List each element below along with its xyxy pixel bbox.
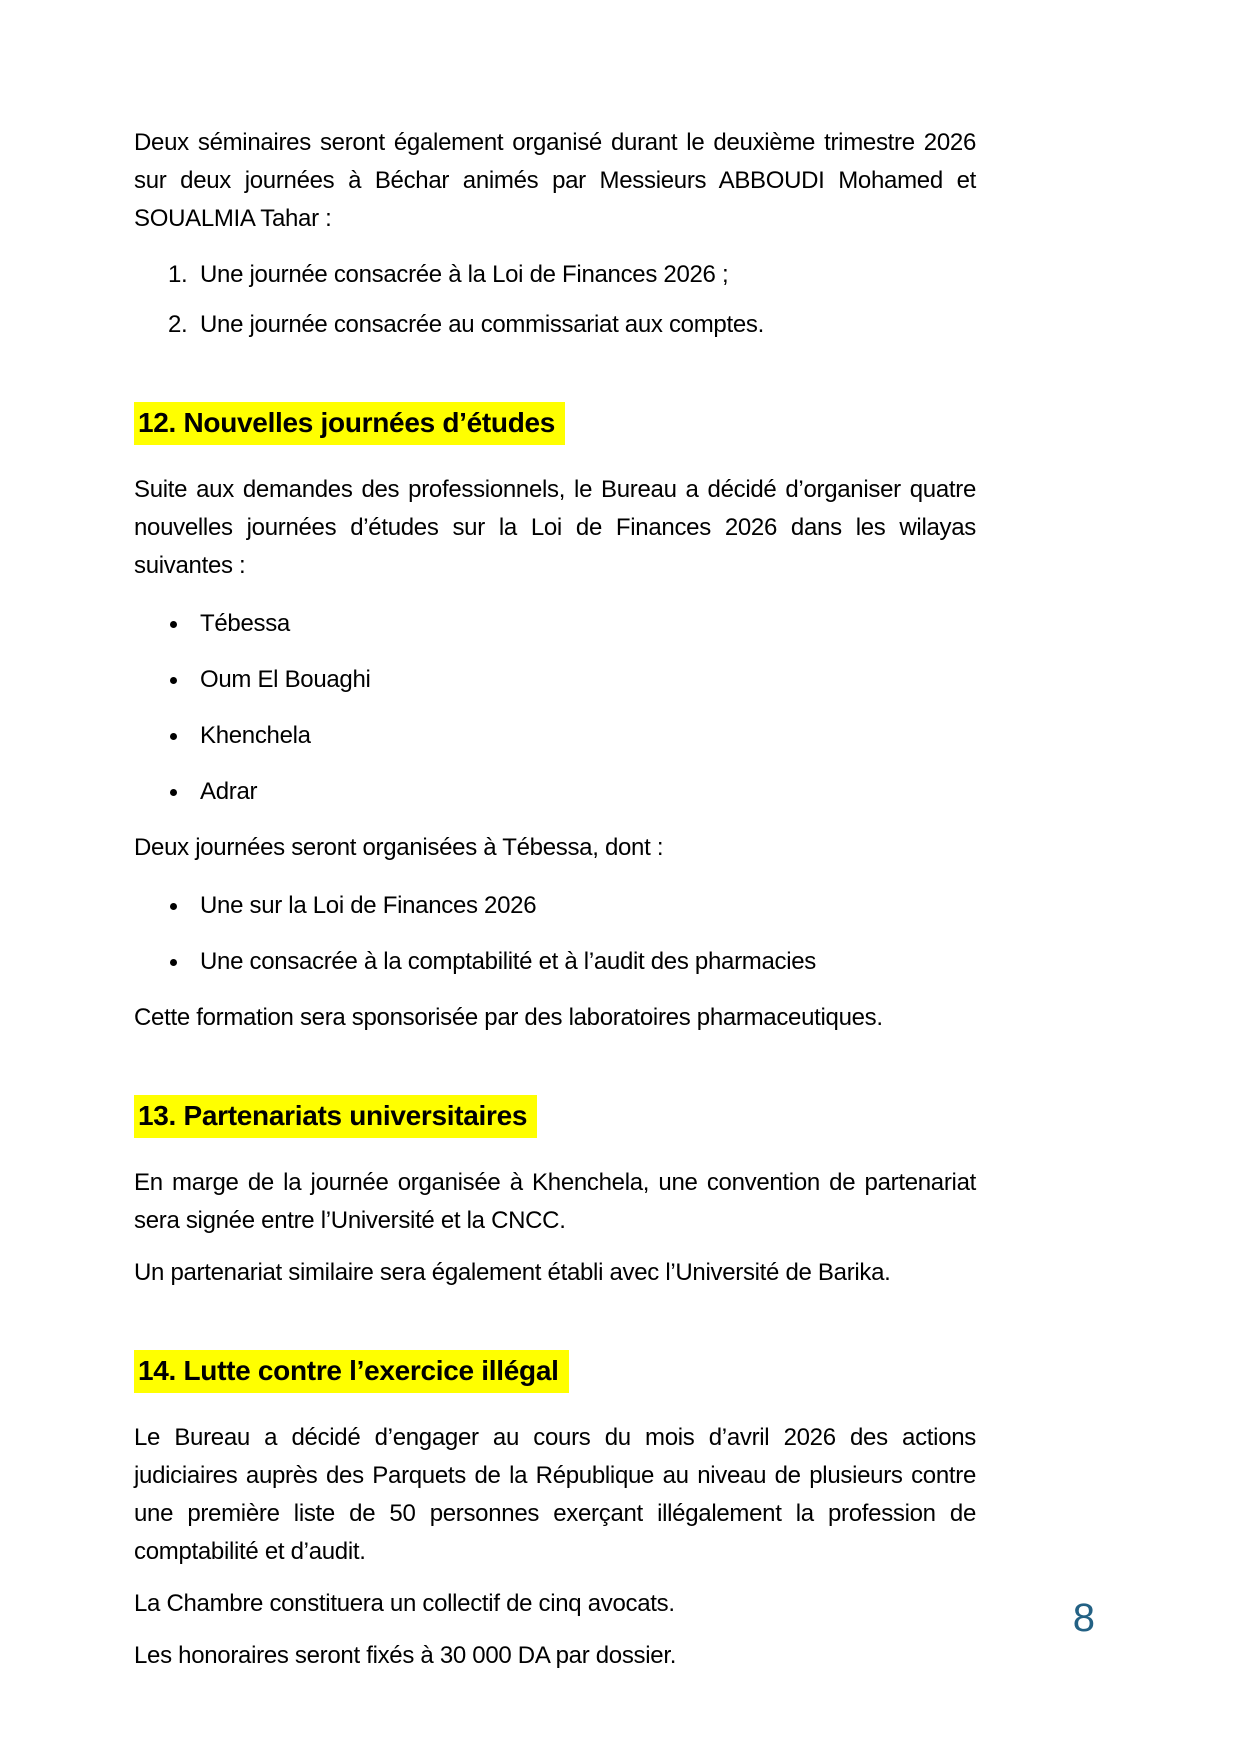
section-13-title: 13. Partenariats universitaires (134, 1095, 537, 1138)
list-item (134, 773, 976, 811)
section-12-paragraph-sponsor: Cette formation sera sponsorisée par des laboratoires pharmaceutiques. (134, 1004, 883, 1031)
paragraph-intro: Deux séminaires seront également organisé durant le deuxième trimestre 2026 sur deux journées à Béchar animés par Messieurs ABBOUDI Mohamed et SOUALMIA Tahar : (134, 129, 976, 232)
list-item (134, 887, 976, 925)
bullet-icon (170, 733, 177, 740)
tebessa-days-bullet-list (134, 887, 976, 981)
list-number: 1. (168, 261, 188, 288)
bullet-icon (170, 621, 177, 628)
wilayas-bullet-list (134, 605, 976, 811)
section-14-title: 14. Lutte contre l’exercice illégal (134, 1350, 569, 1393)
list-item (134, 943, 976, 981)
section-12-title: 12. Nouvelles journées d’études (134, 402, 565, 445)
list-item-text: Une journée consacrée au commissariat aux comptes. (200, 311, 764, 338)
bullet-icon (170, 789, 177, 796)
bullet-icon (170, 677, 177, 684)
section-14-paragraph-actions: Le Bureau a décidé d’engager au cours du mois d’avril 2026 des actions judiciaires auprès des Parquets de la République au niveau de plusieurs contre une première liste de 50 personnes exerçant illégalement la profession de comptabilité et d’audit. (134, 1424, 976, 1565)
section-13-paragraph-barika: Un partenariat similaire sera également établi avec l’Université de Barika. (134, 1259, 891, 1286)
section-12-heading (134, 402, 976, 445)
list-item-text: Une consacrée à la comptabilité et à l’audit des pharmacies (200, 948, 816, 975)
list-item (134, 605, 976, 643)
list-item-text: Adrar (200, 778, 258, 805)
list-item (134, 717, 976, 755)
section-14-paragraph-avocats: La Chambre constituera un collectif de cinq avocats. (134, 1590, 675, 1617)
list-item-text: Tébessa (200, 610, 290, 637)
section-12-paragraph-tebessa: Deux journées seront organisées à Tébessa, dont : (134, 834, 664, 861)
page-number: 8 (1072, 1596, 1095, 1640)
list-item-text: Une sur la Loi de Finances 2026 (200, 892, 537, 919)
section-13-paragraph-khenchela: En marge de la journée organisée à Khenchela, une convention de partenariat sera signée entre l’Université et la CNCC. (134, 1169, 976, 1234)
bullet-icon (170, 959, 177, 966)
section-14-paragraph-honoraires: Les honoraires seront fixés à 30 000 DA par dossier. (134, 1642, 677, 1669)
numbered-list (134, 256, 976, 344)
section-12-paragraph-intro: Suite aux demandes des professionnels, le Bureau a décidé d’organiser quatre nouvelles journées d’études sur la Loi de Finances 2026 dans les wilayas suivantes : (134, 476, 976, 579)
bullet-icon (170, 903, 177, 910)
section-14-heading (134, 1350, 976, 1393)
numbered-item-1 (134, 256, 976, 294)
list-item-text: Oum El Bouaghi (200, 666, 371, 693)
numbered-item-2 (134, 306, 976, 344)
list-number: 2. (168, 311, 188, 338)
list-item (134, 661, 976, 699)
list-item-text: Une journée consacrée à la Loi de Finances 2026 ; (200, 261, 729, 288)
list-item-text: Khenchela (200, 722, 311, 749)
document-content (134, 124, 976, 1689)
section-13-heading (134, 1095, 976, 1138)
